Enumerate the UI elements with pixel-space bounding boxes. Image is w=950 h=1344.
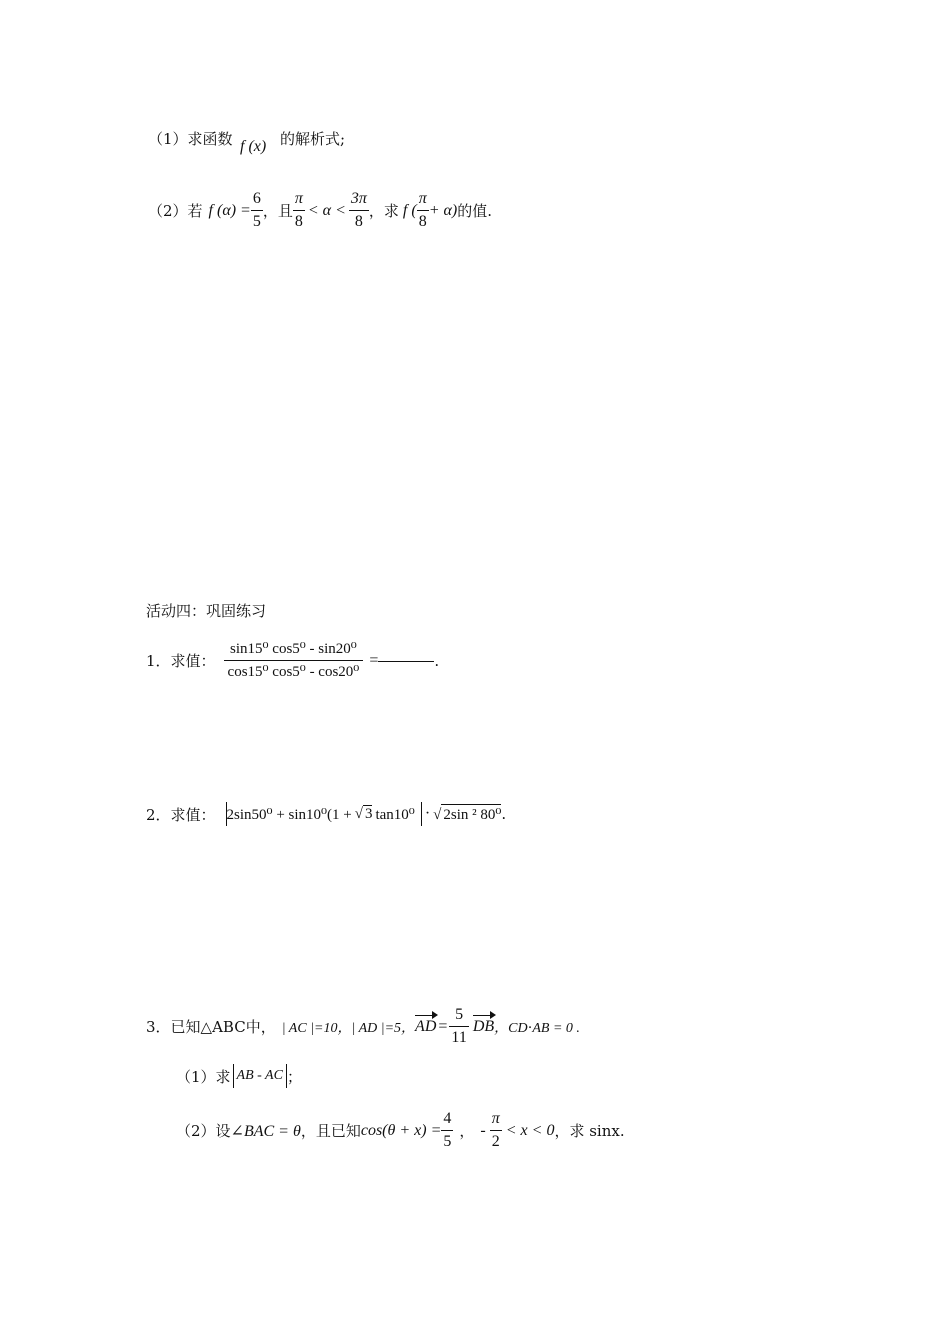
ex3-sub2-pi: π xyxy=(490,1108,502,1131)
ex3-sub2-minus: - xyxy=(480,1121,486,1139)
ex3-sub2-pi-over-2 xyxy=(490,1108,502,1153)
ex1-label: 1．求值： xyxy=(146,652,216,670)
ex3-vec-db: DB xyxy=(472,1017,495,1035)
q1-label: （1）求函数 xyxy=(148,130,233,148)
q2-lt: < α < xyxy=(307,201,346,219)
q2-f2: f ( xyxy=(402,201,417,219)
q2-8c: 8 xyxy=(418,213,427,230)
ex1-numerator: sin15⁰ cos5⁰ - sin20⁰ xyxy=(224,638,364,661)
ex3-vec-ad: AD xyxy=(415,1017,437,1035)
question-2 xyxy=(148,188,492,233)
ex3-sub2-num: 4 xyxy=(441,1108,453,1131)
ex3-sub2-den: 5 xyxy=(443,1133,452,1150)
question-1 xyxy=(148,128,233,149)
q2-fraction xyxy=(251,188,263,233)
q2-and: ，且 xyxy=(262,202,293,220)
q2-plus-alpha: + α) xyxy=(428,201,458,219)
ex3-sub2-range: < x < 0 xyxy=(505,1121,555,1139)
ex2-sqrt3: 3 xyxy=(364,806,373,822)
ex1-answer-blank xyxy=(378,660,434,662)
ex3-frac-num: 5 xyxy=(449,1004,468,1027)
q2-seek: ，求 xyxy=(368,202,399,220)
q2-frac-num: 6 xyxy=(251,188,263,211)
exercise-2: 2．求值： 2sin50⁰ + sin10⁰(1 + √ 3 tan10⁰ · √ 2sin ² 80⁰ . xyxy=(146,802,506,826)
ex1-period: . xyxy=(434,651,440,670)
ex3-sub2-cos: cos(θ + x) = xyxy=(360,1121,442,1139)
exercise-1 xyxy=(146,638,439,683)
ex1-fraction xyxy=(224,638,364,683)
q2-pi2: π xyxy=(417,188,429,211)
q2-pi-over-8 xyxy=(293,188,305,233)
q2-label: （2）若 xyxy=(148,202,203,220)
ex3-sub2 xyxy=(176,1108,625,1153)
q2-8a: 8 xyxy=(294,213,303,230)
ex3-sub1 xyxy=(176,1064,302,1088)
ex2-sqrt-expr: 2sin ² 80⁰ xyxy=(441,804,501,824)
ex1-equals: = xyxy=(369,651,379,669)
q1-tail: 的解析式; xyxy=(280,130,346,148)
q2-8b: 8 xyxy=(354,213,363,230)
ex3-sub2-angle: ∠BAC = θ xyxy=(230,1122,301,1140)
q2-pi-over-8-b xyxy=(417,188,429,233)
q1-function-expr: f (x) xyxy=(240,138,267,155)
ex3-fraction xyxy=(449,1004,468,1049)
ex3-sub2-fraction xyxy=(441,1108,453,1153)
ex3-frac-den: 11 xyxy=(451,1029,467,1046)
q2-tail: 的值. xyxy=(457,202,493,220)
ex3-eq: = xyxy=(438,1017,448,1035)
ex2-bracket-right xyxy=(421,802,422,826)
ex3-cond2: ，CD⋅AB = 0 . xyxy=(494,1020,580,1036)
q2-pi: π xyxy=(293,188,305,211)
section-title: 活动四：巩固练习 xyxy=(146,602,267,620)
ex3-cond1: | AC |=10，| AD |=5， xyxy=(281,1020,416,1036)
ex3-sub1-expr: AB - AC xyxy=(236,1068,283,1083)
ex3-sub2-tail: ，求 sinx. xyxy=(554,1122,625,1140)
q2-frac-den: 5 xyxy=(252,213,261,230)
ex2-dot: · xyxy=(424,805,431,822)
ex2-expr-a: 2sin50⁰ + sin10⁰(1 + xyxy=(226,806,352,823)
exercise-3 xyxy=(146,1004,580,1049)
ex3-sub2-label: （2）设 xyxy=(176,1122,231,1140)
ex1-denominator: cos15⁰ cos5⁰ - cos20⁰ xyxy=(227,664,360,680)
q2-3pi: 3π xyxy=(349,188,369,211)
q2-3pi-over-8 xyxy=(349,188,369,233)
ex3-sub1-label: （1）求 xyxy=(176,1067,231,1086)
ex2-label: 2．求值： xyxy=(146,805,216,824)
ex3-label: 3．已知△ABC中， xyxy=(146,1018,276,1036)
ex3-sub2-sep: ， xyxy=(459,1122,475,1140)
q2-f-alpha: f (α) = xyxy=(208,201,251,219)
ex3-sub1-tail: ； xyxy=(286,1067,302,1086)
ex3-sub2-known: ，且已知 xyxy=(300,1122,361,1140)
ex2-expr-b: tan10⁰ xyxy=(375,806,415,823)
ex2-period: . xyxy=(501,805,507,823)
ex3-sub2-2: 2 xyxy=(491,1133,500,1150)
